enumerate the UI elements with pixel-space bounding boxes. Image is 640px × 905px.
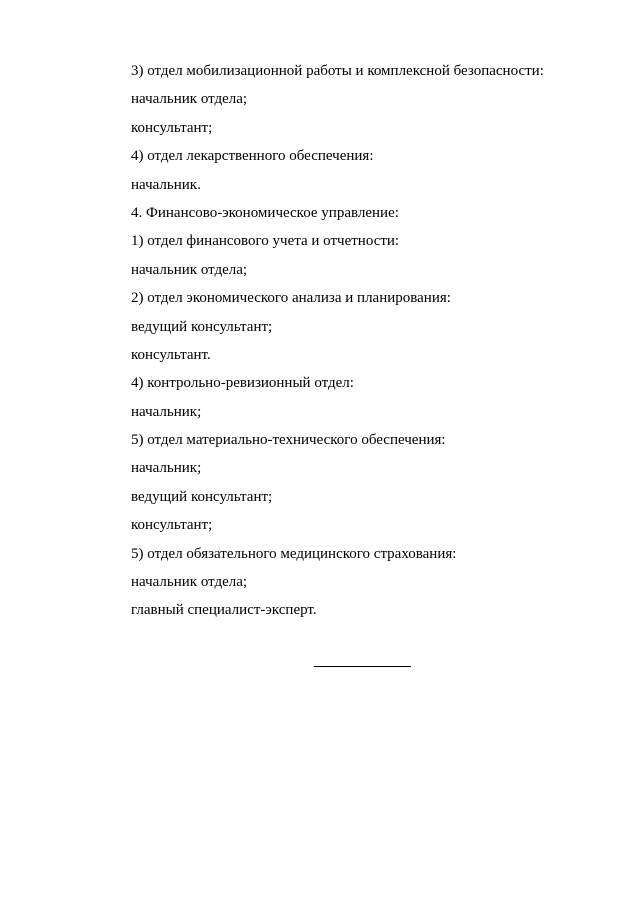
text-line: 2) отдел экономического анализа и планирования:: [131, 290, 451, 307]
text-line: 4) отдел лекарственного обеспечения:: [131, 148, 374, 165]
text-line: 3) отдел мобилизационной работы и комплексной безопасности:: [131, 63, 544, 79]
text-line: начальник.: [131, 176, 201, 193]
end-separator-line: [314, 666, 411, 667]
document-text: [131, 61, 601, 629]
text-line: консультант.: [131, 346, 211, 363]
text-line: начальник отдела;: [131, 91, 248, 108]
text-line: 4) контрольно-ревизионный отдел:: [131, 375, 354, 392]
text-line: начальник отдела;: [131, 261, 248, 278]
text-line: ведущий консультант;: [131, 318, 273, 335]
text-line: консультант;: [131, 517, 213, 534]
text-line: начальник;: [131, 403, 202, 420]
text-line: начальник;: [131, 460, 202, 477]
text-line: консультант;: [131, 119, 213, 136]
text-line: 5) отдел материально-технического обеспечения:: [131, 432, 446, 449]
text-line: 1) отдел финансового учета и отчетности:: [131, 233, 400, 250]
text-line: 5) отдел обязательного медицинского страхования:: [131, 545, 457, 562]
text-line: 4. Финансово-экономическое управление:: [131, 204, 399, 221]
text-line: главный специалист-эксперт.: [131, 602, 317, 619]
text-line: начальник отдела;: [131, 574, 248, 591]
text-line: ведущий консультант;: [131, 488, 273, 505]
